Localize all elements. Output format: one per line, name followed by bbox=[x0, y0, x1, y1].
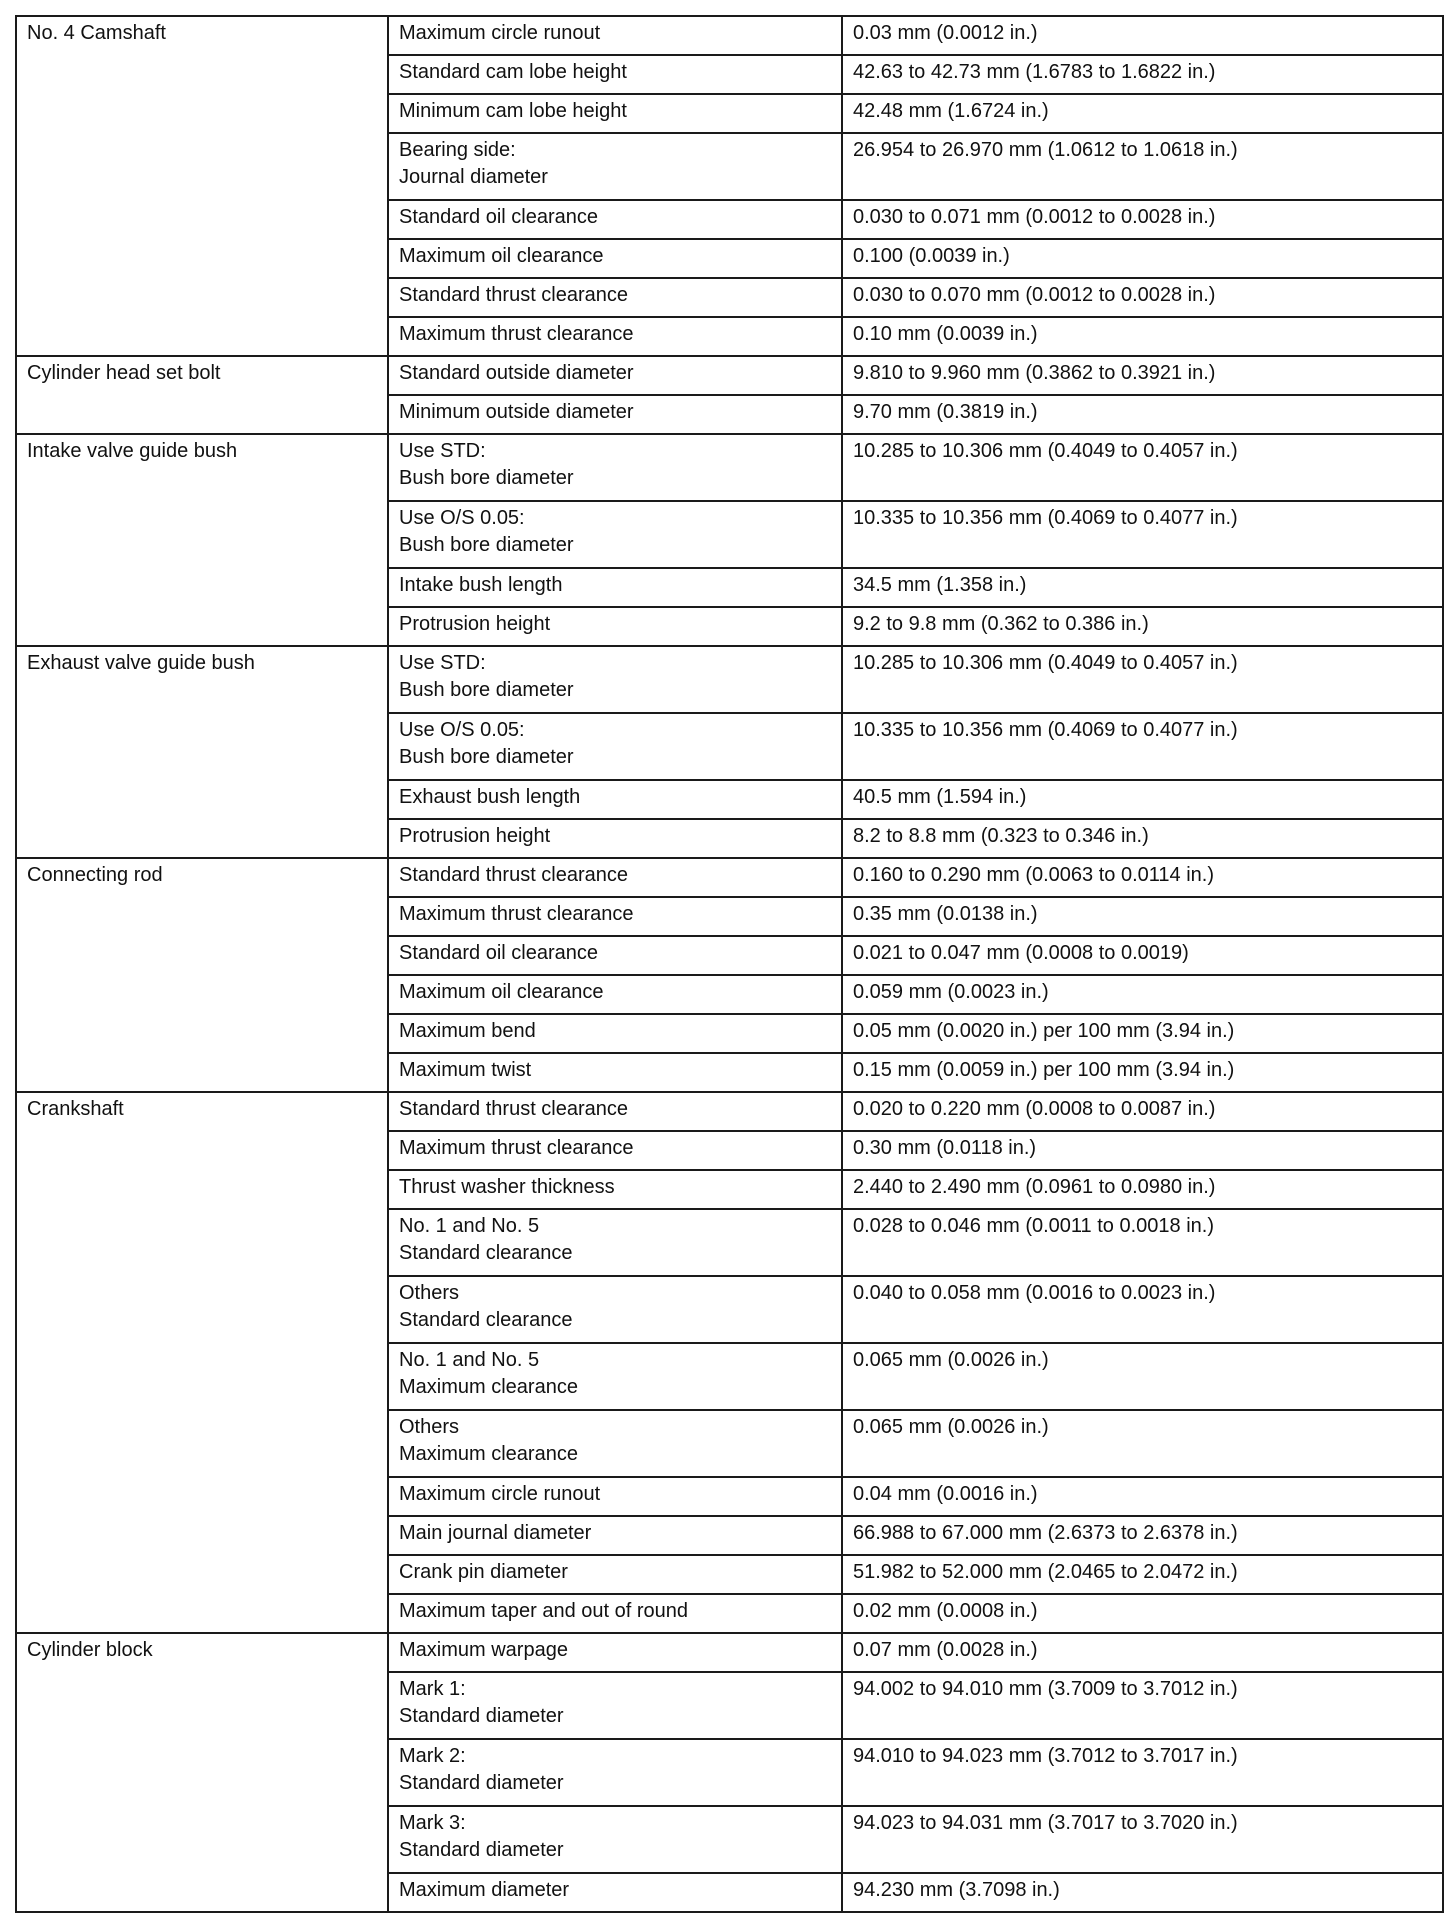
spec-value: 0.065 mm (0.0026 in.) bbox=[853, 1416, 1049, 1438]
parameter-label: Maximum circle runout bbox=[399, 1483, 601, 1505]
value-cell bbox=[842, 1410, 1443, 1477]
parameter-cell bbox=[388, 1873, 842, 1912]
spec-value: 94.023 to 94.031 mm (3.7017 to 3.7020 in.) bbox=[853, 1812, 1238, 1834]
parameter-cell bbox=[388, 1053, 842, 1092]
value-cell bbox=[842, 1633, 1443, 1672]
parameter-cell bbox=[388, 434, 842, 501]
parameter-label: Maximum oil clearance bbox=[399, 245, 604, 267]
parameter-label: Standard thrust clearance bbox=[399, 864, 629, 886]
parameter-cell bbox=[388, 1209, 842, 1276]
parameter-cell bbox=[388, 1343, 842, 1410]
parameter-cell bbox=[388, 1739, 842, 1806]
parameter-cell bbox=[388, 239, 842, 278]
parameter-label: Main journal diameter bbox=[399, 1522, 592, 1544]
component-cell bbox=[16, 356, 388, 434]
parameter-label: Exhaust bush length bbox=[399, 786, 581, 808]
spec-value: 10.285 to 10.306 mm (0.4049 to 0.4057 in.) bbox=[853, 440, 1238, 462]
spec-value: 0.05 mm (0.0020 in.) per 100 mm (3.94 in.) bbox=[853, 1020, 1235, 1042]
parameter-label: Others Standard clearance bbox=[399, 1282, 573, 1331]
value-cell bbox=[842, 1053, 1443, 1092]
parameter-label: Crank pin diameter bbox=[399, 1561, 568, 1583]
value-cell bbox=[842, 1555, 1443, 1594]
parameter-cell bbox=[388, 55, 842, 94]
parameter-cell bbox=[388, 1410, 842, 1477]
value-cell bbox=[842, 133, 1443, 200]
spec-value: 10.335 to 10.356 mm (0.4069 to 0.4077 in.) bbox=[853, 719, 1238, 741]
value-cell bbox=[842, 1672, 1443, 1739]
parameter-cell bbox=[388, 1806, 842, 1873]
parameter-cell bbox=[388, 395, 842, 434]
parameter-cell bbox=[388, 200, 842, 239]
parameter-cell bbox=[388, 1516, 842, 1555]
parameter-label: Thrust washer thickness bbox=[399, 1176, 615, 1198]
parameter-cell bbox=[388, 936, 842, 975]
spec-value: 0.160 to 0.290 mm (0.0063 to 0.0114 in.) bbox=[853, 864, 1214, 886]
parameter-cell bbox=[388, 278, 842, 317]
component-name: Connecting rod bbox=[27, 864, 163, 886]
parameter-cell bbox=[388, 780, 842, 819]
spec-value: 26.954 to 26.970 mm (1.0612 to 1.0618 in.) bbox=[853, 139, 1238, 161]
component-cell bbox=[16, 1092, 388, 1633]
parameter-cell bbox=[388, 819, 842, 858]
parameter-label: No. 1 and No. 5 Standard clearance bbox=[399, 1215, 573, 1264]
spec-value: 9.810 to 9.960 mm (0.3862 to 0.3921 in.) bbox=[853, 362, 1216, 384]
spec-value: 40.5 mm (1.594 in.) bbox=[853, 786, 1027, 808]
spec-value: 0.030 to 0.071 mm (0.0012 to 0.0028 in.) bbox=[853, 206, 1216, 228]
value-cell bbox=[842, 1516, 1443, 1555]
component-cell bbox=[16, 16, 388, 356]
spec-value: 42.63 to 42.73 mm (1.6783 to 1.6822 in.) bbox=[853, 61, 1216, 83]
parameter-label: Bearing side: Journal diameter bbox=[399, 139, 548, 188]
spec-value: 9.70 mm (0.3819 in.) bbox=[853, 401, 1038, 423]
spec-value: 0.35 mm (0.0138 in.) bbox=[853, 903, 1038, 925]
value-cell bbox=[842, 936, 1443, 975]
component-name: Intake valve guide bush bbox=[27, 440, 238, 462]
parameter-cell bbox=[388, 858, 842, 897]
spec-value: 0.10 mm (0.0039 in.) bbox=[853, 323, 1038, 345]
parameter-cell bbox=[388, 897, 842, 936]
parameter-cell bbox=[388, 1276, 842, 1343]
parameter-label: Maximum diameter bbox=[399, 1879, 570, 1901]
parameter-label: Others Maximum clearance bbox=[399, 1416, 578, 1465]
parameter-label: Standard cam lobe height bbox=[399, 61, 627, 83]
parameter-label: Standard thrust clearance bbox=[399, 284, 629, 306]
parameter-cell bbox=[388, 94, 842, 133]
parameter-cell bbox=[388, 1092, 842, 1131]
value-cell bbox=[842, 975, 1443, 1014]
spec-row bbox=[16, 434, 1443, 501]
spec-value: 0.03 mm (0.0012 in.) bbox=[853, 22, 1038, 44]
spec-value: 42.48 mm (1.6724 in.) bbox=[853, 100, 1049, 122]
spec-value: 0.30 mm (0.0118 in.) bbox=[853, 1137, 1037, 1159]
value-cell bbox=[842, 858, 1443, 897]
parameter-label: Maximum twist bbox=[399, 1059, 532, 1081]
spec-value: 0.065 mm (0.0026 in.) bbox=[853, 1349, 1049, 1371]
spec-row bbox=[16, 1092, 1443, 1131]
spec-value: 0.028 to 0.046 mm (0.0011 to 0.0018 in.) bbox=[853, 1215, 1214, 1237]
parameter-label: Standard thrust clearance bbox=[399, 1098, 629, 1120]
parameter-cell bbox=[388, 975, 842, 1014]
parameter-label: Mark 3: Standard diameter bbox=[399, 1812, 564, 1861]
parameter-label: Standard oil clearance bbox=[399, 206, 599, 228]
value-cell bbox=[842, 55, 1443, 94]
value-cell bbox=[842, 395, 1443, 434]
parameter-label: Standard outside diameter bbox=[399, 362, 634, 384]
parameter-label: Standard oil clearance bbox=[399, 942, 599, 964]
value-cell bbox=[842, 1594, 1443, 1633]
parameter-label: No. 1 and No. 5 Maximum clearance bbox=[399, 1349, 578, 1398]
parameter-cell bbox=[388, 317, 842, 356]
value-cell bbox=[842, 356, 1443, 395]
value-cell bbox=[842, 607, 1443, 646]
parameter-label: Maximum taper and out of round bbox=[399, 1600, 689, 1622]
spec-value: 0.07 mm (0.0028 in.) bbox=[853, 1639, 1038, 1661]
spec-value: 94.002 to 94.010 mm (3.7009 to 3.7012 in.) bbox=[853, 1678, 1238, 1700]
value-cell bbox=[842, 1873, 1443, 1912]
parameter-label: Use O/S 0.05: Bush bore diameter bbox=[399, 507, 574, 556]
spec-value: 0.020 to 0.220 mm (0.0008 to 0.0087 in.) bbox=[853, 1098, 1216, 1120]
value-cell bbox=[842, 501, 1443, 568]
parameter-label: Use STD: Bush bore diameter bbox=[399, 440, 574, 489]
parameter-cell bbox=[388, 16, 842, 55]
parameter-cell bbox=[388, 1672, 842, 1739]
parameter-label: Maximum thrust clearance bbox=[399, 323, 634, 345]
spec-value: 0.040 to 0.058 mm (0.0016 to 0.0023 in.) bbox=[853, 1282, 1216, 1304]
value-cell bbox=[842, 819, 1443, 858]
spec-row bbox=[16, 356, 1443, 395]
value-cell bbox=[842, 713, 1443, 780]
parameter-label: Maximum circle runout bbox=[399, 22, 601, 44]
parameter-cell bbox=[388, 607, 842, 646]
value-cell bbox=[842, 1477, 1443, 1516]
component-cell bbox=[16, 1633, 388, 1912]
value-cell bbox=[842, 200, 1443, 239]
parameter-cell bbox=[388, 133, 842, 200]
spec-value: 2.440 to 2.490 mm (0.0961 to 0.0980 in.) bbox=[853, 1176, 1216, 1198]
spec-value: 0.15 mm (0.0059 in.) per 100 mm (3.94 in.) bbox=[853, 1059, 1235, 1081]
parameter-cell bbox=[388, 568, 842, 607]
value-cell bbox=[842, 1343, 1443, 1410]
spec-row bbox=[16, 16, 1443, 55]
value-cell bbox=[842, 897, 1443, 936]
parameter-label: Protrusion height bbox=[399, 825, 551, 847]
spec-value: 9.2 to 9.8 mm (0.362 to 0.386 in.) bbox=[853, 613, 1149, 635]
component-cell bbox=[16, 646, 388, 858]
value-cell bbox=[842, 94, 1443, 133]
value-cell bbox=[842, 646, 1443, 713]
spec-table-body bbox=[16, 16, 1443, 1912]
parameter-label: Protrusion height bbox=[399, 613, 551, 635]
parameter-label: Use STD: Bush bore diameter bbox=[399, 652, 574, 701]
parameter-label: Minimum cam lobe height bbox=[399, 100, 627, 122]
spec-table bbox=[15, 15, 1444, 1913]
spec-value: 0.02 mm (0.0008 in.) bbox=[853, 1600, 1038, 1622]
value-cell bbox=[842, 16, 1443, 55]
parameter-cell bbox=[388, 1633, 842, 1672]
parameter-label: Mark 2: Standard diameter bbox=[399, 1745, 564, 1794]
parameter-cell bbox=[388, 1131, 842, 1170]
value-cell bbox=[842, 239, 1443, 278]
parameter-cell bbox=[388, 713, 842, 780]
spec-row bbox=[16, 1633, 1443, 1672]
parameter-cell bbox=[388, 1555, 842, 1594]
component-name: Cylinder head set bolt bbox=[27, 362, 221, 384]
spec-value: 94.010 to 94.023 mm (3.7012 to 3.7017 in.) bbox=[853, 1745, 1238, 1767]
parameter-label: Use O/S 0.05: Bush bore diameter bbox=[399, 719, 574, 768]
parameter-cell bbox=[388, 646, 842, 713]
value-cell bbox=[842, 1276, 1443, 1343]
parameter-cell bbox=[388, 1477, 842, 1516]
parameter-cell bbox=[388, 501, 842, 568]
value-cell bbox=[842, 434, 1443, 501]
spec-value: 94.230 mm (3.7098 in.) bbox=[853, 1879, 1060, 1901]
parameter-cell bbox=[388, 1594, 842, 1633]
component-cell bbox=[16, 434, 388, 646]
spec-value: 8.2 to 8.8 mm (0.323 to 0.346 in.) bbox=[853, 825, 1149, 847]
parameter-cell bbox=[388, 1014, 842, 1053]
component-name: Crankshaft bbox=[27, 1098, 124, 1120]
parameter-label: Maximum oil clearance bbox=[399, 981, 604, 1003]
value-cell bbox=[842, 568, 1443, 607]
spec-value: 0.100 (0.0039 in.) bbox=[853, 245, 1010, 267]
spec-value: 10.335 to 10.356 mm (0.4069 to 0.4077 in.) bbox=[853, 507, 1238, 529]
spec-value: 0.030 to 0.070 mm (0.0012 to 0.0028 in.) bbox=[853, 284, 1216, 306]
spec-value: 10.285 to 10.306 mm (0.4049 to 0.4057 in.) bbox=[853, 652, 1238, 674]
spec-value: 34.5 mm (1.358 in.) bbox=[853, 574, 1027, 596]
parameter-label: Mark 1: Standard diameter bbox=[399, 1678, 564, 1727]
spec-value: 51.982 to 52.000 mm (2.0465 to 2.0472 in.) bbox=[853, 1561, 1238, 1583]
spec-value: 0.04 mm (0.0016 in.) bbox=[853, 1483, 1038, 1505]
value-cell bbox=[842, 278, 1443, 317]
value-cell bbox=[842, 1131, 1443, 1170]
value-cell bbox=[842, 1209, 1443, 1276]
component-name: Exhaust valve guide bush bbox=[27, 652, 255, 674]
spec-value: 0.059 mm (0.0023 in.) bbox=[853, 981, 1049, 1003]
value-cell bbox=[842, 1170, 1443, 1209]
component-name: Cylinder block bbox=[27, 1639, 153, 1661]
parameter-label: Maximum thrust clearance bbox=[399, 903, 634, 925]
spec-value: 66.988 to 67.000 mm (2.6373 to 2.6378 in.) bbox=[853, 1522, 1238, 1544]
parameter-label: Intake bush length bbox=[399, 574, 563, 596]
value-cell bbox=[842, 780, 1443, 819]
value-cell bbox=[842, 1806, 1443, 1873]
spec-row bbox=[16, 646, 1443, 713]
value-cell bbox=[842, 1014, 1443, 1053]
component-cell bbox=[16, 858, 388, 1092]
value-cell bbox=[842, 1739, 1443, 1806]
parameter-label: Maximum thrust clearance bbox=[399, 1137, 634, 1159]
parameter-cell bbox=[388, 356, 842, 395]
spec-value: 0.021 to 0.047 mm (0.0008 to 0.0019) bbox=[853, 942, 1189, 964]
value-cell bbox=[842, 1092, 1443, 1131]
parameter-label: Maximum warpage bbox=[399, 1639, 568, 1661]
parameter-label: Maximum bend bbox=[399, 1020, 536, 1042]
value-cell bbox=[842, 317, 1443, 356]
parameter-label: Minimum outside diameter bbox=[399, 401, 634, 423]
spec-row bbox=[16, 858, 1443, 897]
parameter-cell bbox=[388, 1170, 842, 1209]
component-name: No. 4 Camshaft bbox=[27, 22, 166, 44]
